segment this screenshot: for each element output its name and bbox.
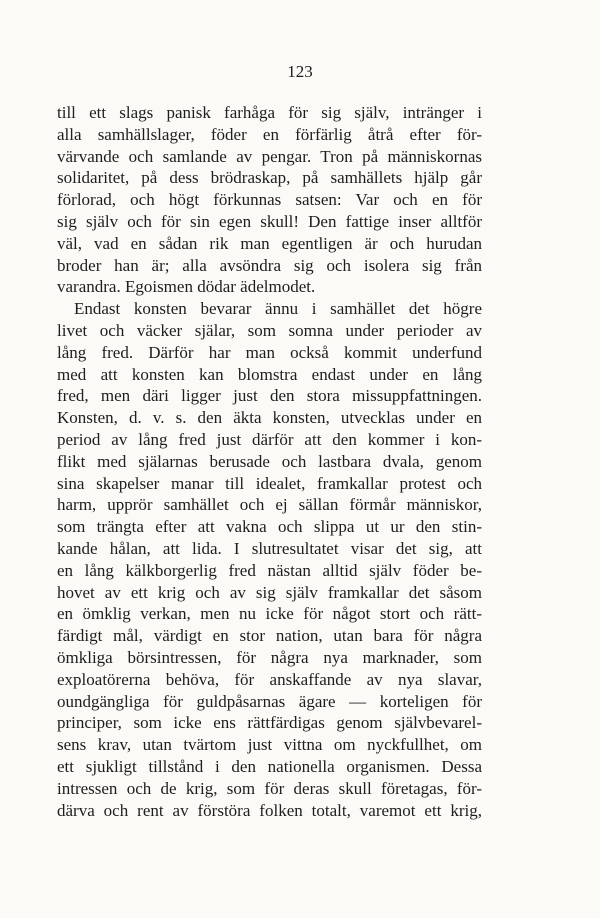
body-text [57, 102, 482, 821]
text-line: flikt med själarnas berusade och lastbara dvala, genom [57, 451, 482, 471]
text-line: varandra. Egoismen dödar ädelmodet. [57, 277, 316, 297]
text-line: oundgängliga för guldpåsarnas ägare — korteligen för [57, 691, 482, 711]
text-line: färdigt mål, värdigt en stor nation, utan bara för några [57, 626, 482, 646]
text-line: solidaritet, på dess brödraskap, på samhällets hjälp går [57, 168, 482, 188]
page-number: 123 [287, 62, 313, 81]
text-line: förlorad, och högt förkunnas satsen: Var och en för [57, 190, 482, 210]
text-line: kande hålan, att lida. I slutresultatet visar det sig, att [57, 538, 482, 558]
text-line: Konsten, d. v. s. den äkta konsten, utvecklas under en [57, 408, 482, 428]
text-line: intressen och de krig, som för deras skull företagas, för- [57, 778, 482, 798]
text-line: sig själv och för sin egen skull! Den fattige inser alltför [57, 211, 482, 231]
text-line: period av lång fred just därför att den kommer i kon- [57, 429, 482, 449]
text-line: livet och väcker själar, som somna under perioder av [57, 320, 482, 340]
text-line: därva och rent av förstöra folken totalt, varemot ett krig, [57, 800, 482, 820]
text-line: med att konsten kan blomstra endast under en lång [57, 364, 482, 384]
text-line: ett sjukligt tillstånd i den nationella organismen. Dessa [57, 756, 482, 776]
text-line: som trängta efter att vakna och slippa ut ur den stin- [57, 517, 482, 537]
text-line: väl, vad en sådan rik man egentligen är och hurudan [57, 233, 482, 253]
text-line: fred, men däri ligger just den stora missuppfattningen. [57, 386, 482, 406]
text-line: hovet av ett krig och av sig själv framkallar det såsom [57, 582, 482, 602]
text-line: principer, som icke ens rättfärdigas genom självbevarel- [57, 713, 482, 733]
text-line: alla samhällslager, föder en förfärlig åtrå efter för- [57, 124, 482, 144]
text-line: sens krav, utan tvärtom just vittna om nyckfullhet, om [57, 735, 482, 755]
text-line: exploatörerna behöva, för anskaffande av nya slavar, [57, 669, 482, 689]
text-line: sina skapelser manar till idealet, framkallar protest och [57, 473, 482, 493]
text-line: värvande och samlande av pengar. Tron på människornas [57, 146, 482, 166]
text-line: till ett slags panisk farhåga för sig själv, intränger i [57, 103, 482, 122]
text-line: ömkliga börsintressen, för några nya marknader, som [57, 647, 482, 667]
text-line: broder han är; alla avsöndra sig och isolera sig från [57, 255, 482, 275]
text-line: en ömklig verkan, men nu icke för något stort och rätt- [57, 604, 482, 624]
text-line: en lång kälkborgerlig fred nästan alltid själv föder be- [57, 560, 482, 580]
text-line: lång fred. Därför har man också kommit underfund [57, 342, 482, 362]
text-line: harm, upprör samhället och ej sällan förmår människor, [57, 495, 482, 515]
text-line: Endast konsten bevarar ännu i samhället det högre [74, 299, 482, 319]
